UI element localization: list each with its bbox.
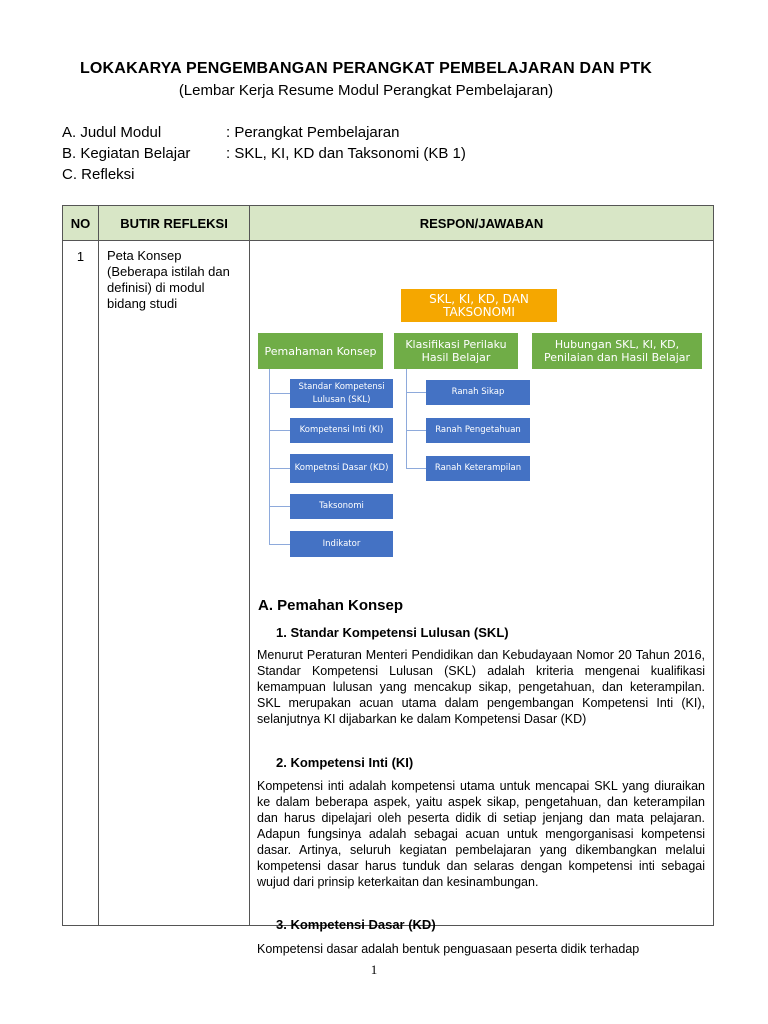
header-butir-refleksi: BUTIR REFLEKSI xyxy=(99,206,250,241)
connector-line xyxy=(269,430,290,431)
meta-label: B. Kegiatan Belajar xyxy=(62,145,191,162)
subsection-kd-text: Kompetensi dasar adalah bentuk penguasaan peserta didik terhadap xyxy=(257,942,640,956)
page-number: 1 xyxy=(370,962,378,977)
meta-refleksi xyxy=(62,166,226,183)
subsection-ki-heading: 2. Kompetensi Inti (KI) xyxy=(276,755,414,770)
map-item-ranah-pengetahuan: Ranah Pengetahuan xyxy=(426,418,530,443)
connector-line xyxy=(406,468,426,469)
meta-label: A. Judul Modul xyxy=(62,124,162,141)
map-item-skl: Standar Kompetensi Lulusan (SKL) xyxy=(290,379,393,408)
reflection-table xyxy=(62,205,714,956)
row-butir: Peta Konsep (Beberapa istilah dan definisi) di modul bidang studi xyxy=(99,241,250,926)
meta-kegiatan-belajar xyxy=(62,145,466,162)
connector-line xyxy=(269,506,290,507)
document-subtitle: (Lembar Kerja Resume Modul Perangkat Pembelajaran) xyxy=(178,82,554,99)
connector-line xyxy=(269,369,270,544)
header-respon-jawaban: RESPON/JAWABAN xyxy=(250,206,714,241)
map-item-indikator: Indikator xyxy=(290,531,393,557)
meta-label: C. Refleksi xyxy=(62,166,135,183)
map-item-kd: Kompetnsi Dasar (KD) xyxy=(290,454,393,483)
subsection-ki-text: Kompetensi inti adalah kompetensi utama untuk mencapai SKL yang diuraikan ke dalam beberapa aspek, yaitu aspek sikap, pengetahuan, dan keterampilan dan harus dipelajari oleh peserta didik di setiap jenjang dan mata pelajaran. Adapun fungsinya adalah sebagai acuan untuk mengorganisasi kompetensi dasar. Artinya, seluruh kegiatan pembelajaran yang dikembangkan melalui kompetensi dasar harus tunduk dan selaras dengan kompetensi inti sebagai wujud dari prinsip keterkaitan dan kesinambungan. xyxy=(257,779,705,889)
map-item-ranah-keterampilan: Ranah Keterampilan xyxy=(426,456,530,481)
connector-line xyxy=(269,393,290,394)
map-item-ki: Kompetensi Inti (KI) xyxy=(290,418,393,443)
connector-line xyxy=(269,468,290,469)
table-header-row xyxy=(63,206,714,241)
document-title: LOKAKARYA PENGEMBANGAN PERANGKAT PEMBELAJARAN DAN PTK xyxy=(79,60,653,77)
map-branch-klasifikasi-perilaku: Klasifikasi Perilaku Hasil Belajar xyxy=(394,333,518,369)
map-root: SKL, KI, KD, DAN TAKSONOMI xyxy=(401,289,557,322)
map-item-ranah-sikap: Ranah Sikap xyxy=(426,380,530,405)
subsection-skl-heading: 1. Standar Kompetensi Lulusan (SKL) xyxy=(276,625,509,640)
section-a-heading: A. Pemahan Konsep xyxy=(258,597,404,614)
map-branch-hubungan: Hubungan SKL, KI, KD, Penilaian dan Hasil Belajar xyxy=(532,333,702,369)
map-branch-pemahaman-konsep: Pemahaman Konsep xyxy=(258,333,383,369)
connector-line xyxy=(269,544,290,545)
meta-judul-modul xyxy=(62,124,399,141)
connector-line xyxy=(406,369,407,468)
connector-line xyxy=(406,430,426,431)
meta-value: : SKL, KI, KD dan Taksonomi (KB 1) xyxy=(226,145,466,162)
header-no: NO xyxy=(63,206,99,241)
response-content xyxy=(250,241,713,956)
table-row xyxy=(63,241,714,926)
subsection-kd-heading: 3. Kompetensi Dasar (KD) xyxy=(276,917,436,932)
map-item-taksonomi: Taksonomi xyxy=(290,494,393,519)
subsection-skl-text: Menurut Peraturan Menteri Pendidikan dan Kebudayaan Nomor 20 Tahun 2016, Standar Kompetensi Lulusan (SKL) adalah kriteria mengenai kualifikasi kemampuan lulusan yang mencakup sikap, pengetahuan, dan keterampilan. SKL merupakan acuan utama dalam pengembangan Kompetensi Inti (KI), selanjutnya KI dijabarkan ke dalam Kompetensi Dasar (KD) xyxy=(257,648,705,726)
row-response xyxy=(250,241,714,956)
meta-value: : Perangkat Pembelajaran xyxy=(226,124,400,141)
row-number: 1 xyxy=(63,241,99,926)
connector-line xyxy=(406,392,426,393)
